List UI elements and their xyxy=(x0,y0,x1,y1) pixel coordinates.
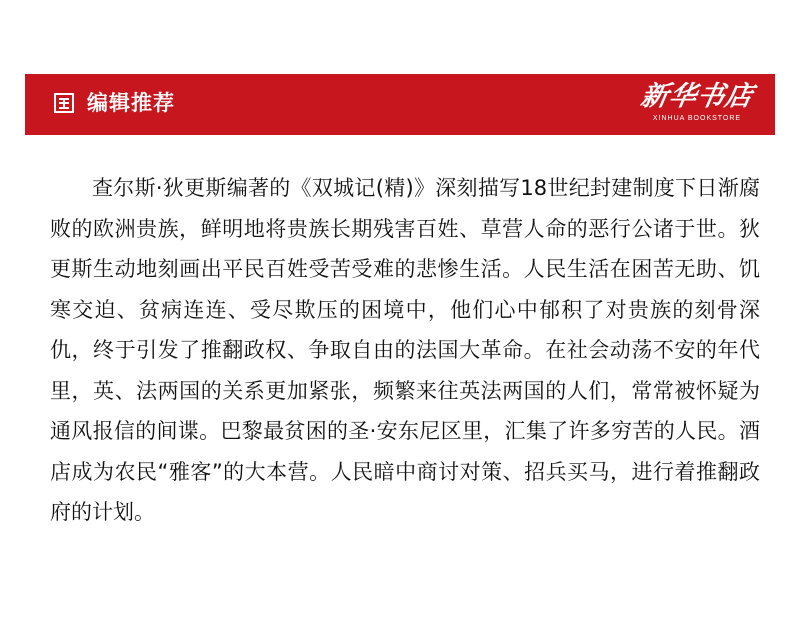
logo-subtitle: XINHUA BOOKSTORE xyxy=(652,115,742,122)
article-body xyxy=(50,168,760,533)
article-paragraph: 查尔斯·狄更斯编著的《双城记(精)》深刻描写18世纪封建制度下日渐腐败的欧洲贵族，鲜明地将贵族长期残害百姓、草营人命的恶行公诸于世。狄更斯生动地刻画出平民百姓受苦受难的悲惨生活。人民生活在困苦无助、饥寒交迫、贫病连连、受尽欺压的困境中，他们心中郁积了对贵族的刻骨深仇，终于引发了推翻政权、争取自由的法国大革命。在社会动荡不安的年代里，英、法两国的关系更加紧张，频繁来往英法两国的人们，常常被怀疑为通风报信的间谍。巴黎最贫困的圣·安东尼区里，汇集了许多穷苦的人民。酒店成为农民“雅客”的大本营。人民暗中商讨对策、招兵买马，进行着推翻政府的计划。 xyxy=(50,176,760,524)
book-icon xyxy=(53,92,75,114)
section-title: 编辑推荐 xyxy=(87,91,175,115)
section-header-banner xyxy=(25,74,775,135)
logo-script-text: 新华书店 xyxy=(638,81,756,112)
xinhua-bookstore-logo xyxy=(637,80,757,130)
